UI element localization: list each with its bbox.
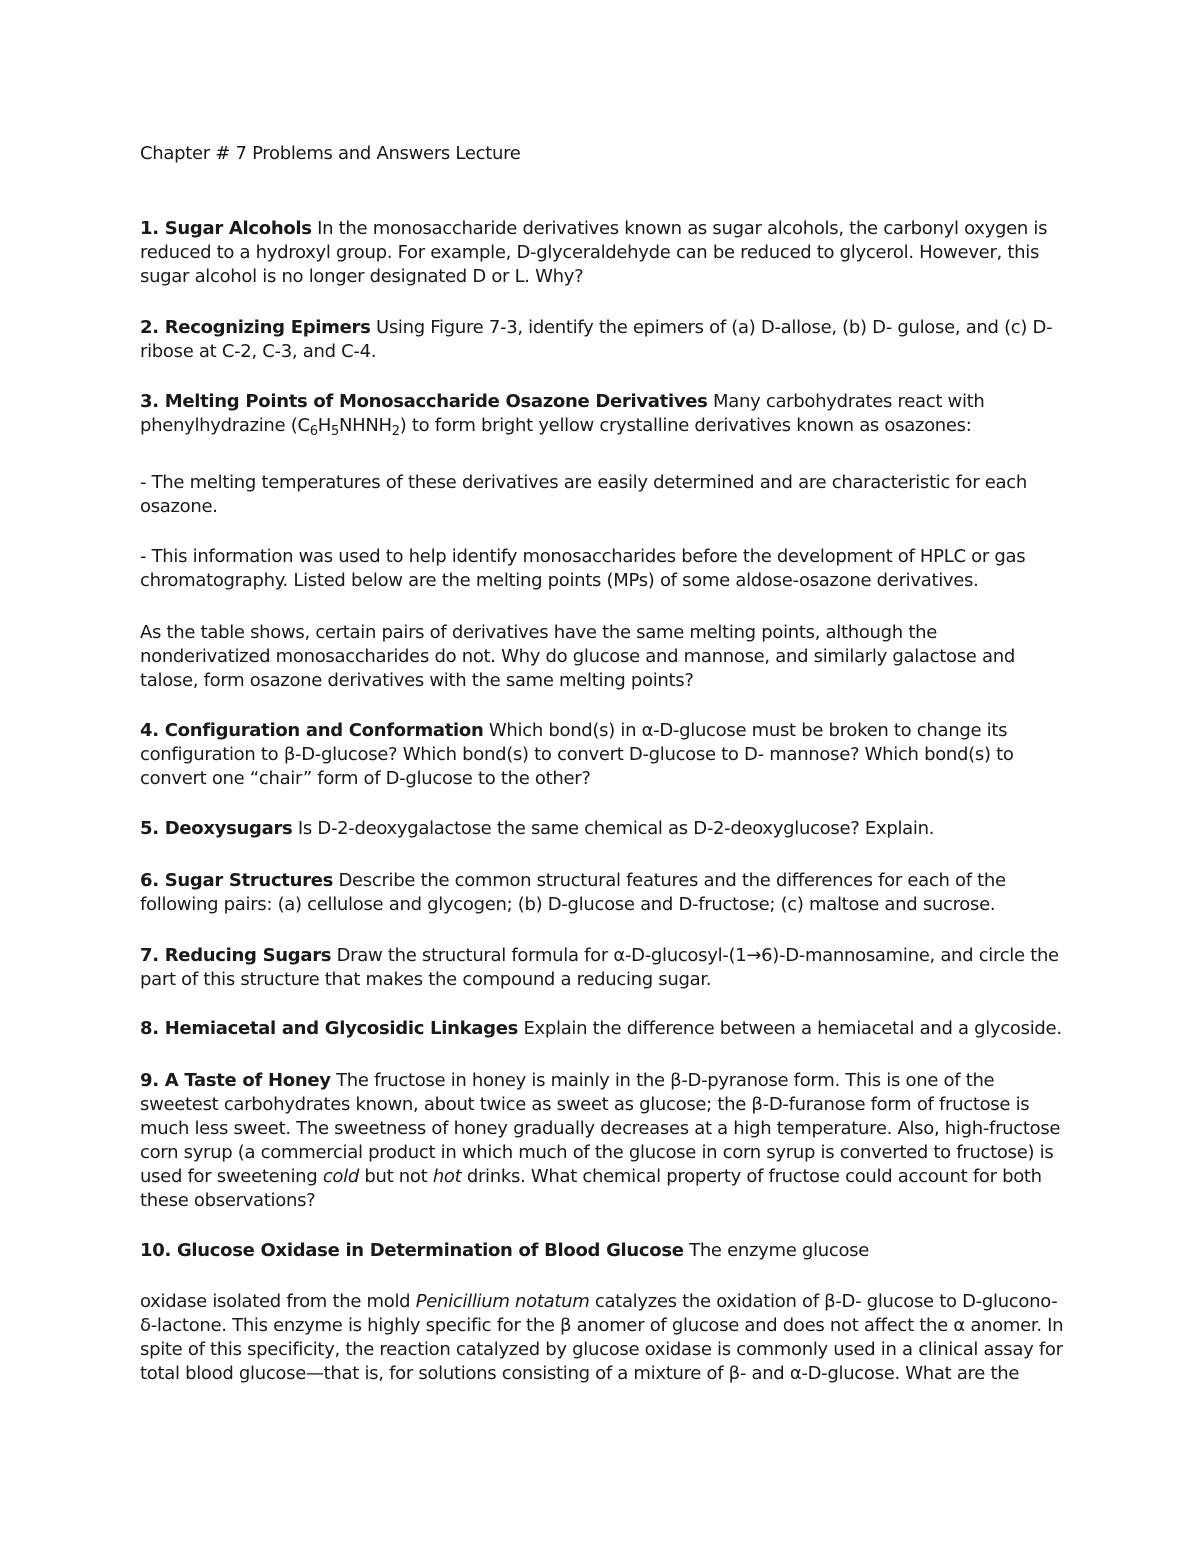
problem-heading: 4. Configuration and Conformation [140,720,484,741]
problem-text: Many carbohydrates react with phenylhydrazine (C [140,391,985,436]
problem-text: The enzyme glucose [683,1240,870,1261]
problem-text: Explain the difference between a hemiacetal and a glycoside. [518,1018,1062,1039]
problem-text: The fructose in honey is mainly in the β-D-pyranose form. This is one of the sweetest carbohydrates known, about twice as sweet as glucose; the β-D-furanose form of fructose is much less sweet. The sweetness of honey gradually decreases at a high temperature. Also, high-fructose corn syrup (a commercial product in which much of the glucose in corn syrup is converted to fructose) is used for sweetening [140,1070,1061,1187]
problem-1 [140,217,1070,289]
problem-text: H [317,415,331,436]
emphasis-text: hot [432,1166,462,1187]
problem-text: Which bond(s) in α-D-glucose must be broken to change its configuration to β-D-glucose? Which bond(s) to convert D-glucose to D- mannose? Which bond(s) to convert one “chair” form of D-glucose to the other? [140,720,1014,789]
problem-text: Is D-2-deoxygalactose the same chemical as D-2-deoxyglucose? Explain. [292,818,935,839]
problem-heading: 9. A Taste of Honey [140,1070,331,1091]
problem-9 [140,1069,1070,1213]
problem-8 [140,1017,1070,1041]
emphasis-text: Penicillium notatum [415,1291,590,1312]
subscript: 2 [391,424,400,439]
problem-2 [140,316,1070,364]
problem-heading: 3. Melting Points of Monosaccharide Osazone Derivatives [140,391,708,412]
problem-heading: 5. Deoxysugars [140,818,293,839]
problem-text: catalyzes the oxidation of β-D- glucose to D-glucono-δ-lactone. This enzyme is highly specific for the β anomer of glucose and does not affect the α anomer. In spite of this specificity, the reaction catalyzed by glucose oxidase is commonly used in a clinical assay for total blood glucose—that is, for solutions consisting of a mixture of β- and α-D-glucose. What are the [140,1291,1064,1384]
problem-heading: 7. Reducing Sugars [140,945,332,966]
problem-heading: 10. Glucose Oxidase in Determination of Blood Glucose [140,1240,684,1261]
problem-4 [140,719,1070,791]
problem-heading: 8. Hemiacetal and Glycosidic Linkages [140,1018,519,1039]
problem-text: Using Figure 7-3, identify the epimers of (a) D-allose, (b) D- gulose, and (c) D-ribose at C-2, C-3, and C-4. [140,317,1053,362]
problem-10 [140,1239,1070,1263]
problem-text: Draw the structural formula for α-D-glucosyl-(1→6)-D-mannosamine, and circle the part of this structure that makes the compound a reducing sugar. [140,945,1059,990]
bullet-melting-temperatures: - The melting temperatures of these derivatives are easily determined and are characteristic for each osazone. [140,472,1027,517]
problem-10-continued [140,1290,1070,1386]
problem-text: but not [358,1166,433,1187]
problem-text: In the monosaccharide derivatives known as sugar alcohols, the carbonyl oxygen is reduced to a hydroxyl group. For example, D-glyceraldehyde can be reduced to glycerol. However, this sugar alcohol is no longer designated D or L. Why? [140,218,1048,287]
bullet-hplc-info: - This information was used to help identify monosaccharides before the development of HPLC or gas chromatography. Listed below are the melting points (MPs) of some aldose-osazone derivatives. [140,546,1026,591]
table-question: As the table shows, certain pairs of derivatives have the same melting points, although the nonderivatized monosaccharides do not. Why do glucose and mannose, and similarly galactose and talose, form osazone derivatives with the same melting points? [140,622,1015,691]
subscript: 5 [330,424,339,439]
problem-6 [140,869,1070,917]
problem-text: NHNH [338,415,392,436]
problem-text: ) to form bright yellow crystalline derivatives known as osazones: [399,415,972,436]
problem-5 [140,817,1070,841]
problem-text: oxidase isolated from the mold [140,1291,416,1312]
problem-3 [140,390,1070,438]
subscript: 6 [309,424,318,439]
problem-text: Describe the common structural features and the differences for each of the following pairs: (a) cellulose and glycogen; (b) D-glucose and D-fructose; (c) maltose and sucrose. [140,870,1006,915]
problem-text: drinks. What chemical property of fructose could account for both these observations? [140,1166,1042,1211]
problem-heading: 2. Recognizing Epimers [140,317,371,338]
emphasis-text: cold [322,1166,359,1187]
problem-heading: 1. Sugar Alcohols [140,218,312,239]
document-title: Chapter # 7 Problems and Answers Lecture [140,143,521,164]
problem-heading: 6. Sugar Structures [140,870,334,891]
problem-7 [140,944,1070,992]
